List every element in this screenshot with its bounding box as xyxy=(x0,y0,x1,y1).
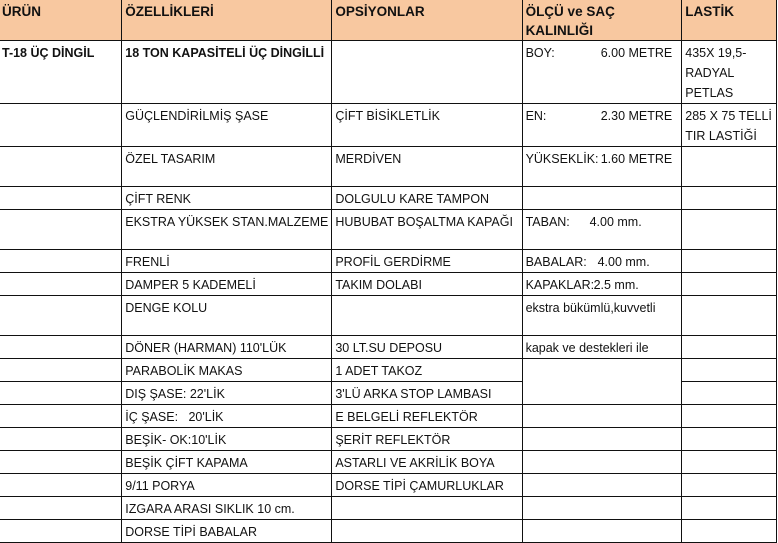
opsiyon-cell[interactable]: ŞERİT REFLEKTÖR xyxy=(332,428,522,451)
table-row xyxy=(0,296,777,336)
lastik-cell[interactable]: 285 X 75 TELLİ TIR LASTİĞİ xyxy=(682,104,777,147)
table-row xyxy=(0,273,777,296)
table-row xyxy=(0,41,777,104)
olcu-label: EN: xyxy=(525,109,547,123)
olcu-label: YÜKSEKLİK: xyxy=(525,152,599,166)
table-row xyxy=(0,497,777,520)
ozellik-cell[interactable]: DÖNER (HARMAN) 110'LÜK xyxy=(122,336,332,359)
olcu-value: 6.00 METRE xyxy=(600,46,673,60)
header-urun[interactable]: ÜRÜN xyxy=(0,0,122,41)
olcu-label: KAPAKLAR: xyxy=(525,278,595,292)
opsiyon-cell[interactable]: TAKIM DOLABI xyxy=(332,273,522,296)
opsiyon-cell[interactable]: PROFİL GERDİRME xyxy=(332,250,522,273)
lastik-cell[interactable] xyxy=(682,296,777,336)
ozellik-cell[interactable]: 18 TON KAPASİTELİ ÜÇ DİNGİLLİ xyxy=(122,41,332,104)
opsiyon-cell[interactable] xyxy=(332,41,522,104)
ozellik-cell[interactable]: FRENLİ xyxy=(122,250,332,273)
lastik-cell[interactable] xyxy=(682,210,777,250)
table-row xyxy=(0,428,777,451)
header-opsiyonlar[interactable]: OPSİYONLAR xyxy=(332,0,522,41)
table-row xyxy=(0,336,777,359)
olcu-cell[interactable] xyxy=(522,428,682,451)
ozellik-cell[interactable]: GÜÇLENDİRİLMİŞ ŞASE xyxy=(122,104,332,147)
opsiyon-cell[interactable]: ÇİFT BİSİKLETLİK xyxy=(332,104,522,147)
opsiyon-cell[interactable]: HUBUBAT BOŞALTMA KAPAĞI xyxy=(332,210,522,250)
olcu-cell[interactable] xyxy=(522,187,682,210)
product-cell[interactable] xyxy=(0,336,122,359)
product-cell[interactable] xyxy=(0,273,122,296)
olcu-value: 4.00 mm. xyxy=(589,215,642,229)
product-cell[interactable] xyxy=(0,296,122,336)
lastik-cell[interactable] xyxy=(682,428,777,451)
ozellik-cell[interactable]: DIŞ ŞASE: 22'LİK xyxy=(122,382,332,405)
lastik-cell[interactable] xyxy=(682,147,777,187)
olcu-cell[interactable] xyxy=(522,474,682,497)
table-row xyxy=(0,147,777,187)
ozellik-cell[interactable]: 9/11 PORYA xyxy=(122,474,332,497)
product-cell[interactable] xyxy=(0,250,122,273)
olcu-cell[interactable] xyxy=(522,451,682,474)
lastik-cell[interactable] xyxy=(682,250,777,273)
olcu-cell[interactable] xyxy=(522,41,682,104)
product-cell[interactable] xyxy=(0,382,122,405)
opsiyon-cell[interactable]: DORSE TİPİ ÇAMURLUKLAR xyxy=(332,474,522,497)
ozellik-cell[interactable]: ÇİFT RENK xyxy=(122,187,332,210)
ozellik-cell[interactable]: DAMPER 5 KADEMELİ xyxy=(122,273,332,296)
product-cell[interactable] xyxy=(0,359,122,382)
olcu-merged-cell[interactable] xyxy=(522,359,682,405)
product-cell[interactable] xyxy=(0,187,122,210)
ozellik-cell[interactable]: DENGE KOLU xyxy=(122,296,332,336)
opsiyon-cell[interactable]: MERDİVEN xyxy=(332,147,522,187)
opsiyon-cell[interactable] xyxy=(332,520,522,543)
olcu-cell[interactable]: ekstra bükümlü,kuvvetli xyxy=(522,296,682,336)
header-olcu[interactable]: ÖLÇÜ ve SAÇ KALINLIĞI xyxy=(522,0,682,41)
olcu-value: 2.30 METRE xyxy=(600,109,673,123)
table-row xyxy=(0,187,777,210)
ozellik-cell[interactable]: DORSE TİPİ BABALAR xyxy=(122,520,332,543)
lastik-cell[interactable] xyxy=(682,497,777,520)
table-row xyxy=(0,250,777,273)
product-cell[interactable] xyxy=(0,474,122,497)
olcu-cell[interactable] xyxy=(522,104,682,147)
product-cell[interactable] xyxy=(0,428,122,451)
product-cell[interactable] xyxy=(0,497,122,520)
opsiyon-cell[interactable]: 30 LT.SU DEPOSU xyxy=(332,336,522,359)
lastik-cell[interactable] xyxy=(682,474,777,497)
lastik-cell[interactable] xyxy=(682,336,777,359)
olcu-cell[interactable] xyxy=(522,273,682,296)
olcu-cell[interactable] xyxy=(522,497,682,520)
product-cell[interactable] xyxy=(0,520,122,543)
olcu-value: 2.5 mm. xyxy=(593,278,639,292)
ozellik-cell[interactable]: EKSTRA YÜKSEK STAN.MALZEME xyxy=(122,210,332,250)
olcu-cell[interactable] xyxy=(522,147,682,187)
opsiyon-cell[interactable]: ASTARLI VE AKRİLİK BOYA xyxy=(332,451,522,474)
product-cell[interactable] xyxy=(0,147,122,187)
ozellik-cell[interactable]: BEŞİK ÇİFT KAPAMA xyxy=(122,451,332,474)
ozellik-cell[interactable]: ÖZEL TASARIM xyxy=(122,147,332,187)
lastik-cell[interactable] xyxy=(682,382,777,405)
product-cell[interactable] xyxy=(0,104,122,147)
lastik-cell[interactable] xyxy=(682,405,777,428)
header-ozellikler[interactable]: ÖZELLİKLERİ xyxy=(122,0,332,41)
product-cell[interactable] xyxy=(0,451,122,474)
olcu-cell[interactable] xyxy=(522,210,682,250)
opsiyon-cell[interactable] xyxy=(332,497,522,520)
olcu-label: BABALAR: xyxy=(525,255,587,269)
lastik-cell[interactable] xyxy=(682,520,777,543)
product-cell[interactable] xyxy=(0,210,122,250)
table-row xyxy=(0,451,777,474)
header-lastik[interactable]: LASTİK xyxy=(682,0,777,41)
table-row xyxy=(0,104,777,147)
ozellik-cell[interactable]: İÇ ŞASE: 20'LİK xyxy=(122,405,332,428)
table-row xyxy=(0,405,777,428)
table-row xyxy=(0,359,777,382)
olcu-cell[interactable] xyxy=(522,250,682,273)
olcu-cell[interactable] xyxy=(522,405,682,428)
olcu-value: 1.60 METRE xyxy=(600,152,673,166)
lastik-cell[interactable] xyxy=(682,359,777,382)
opsiyon-cell[interactable]: 3'LÜ ARKA STOP LAMBASI xyxy=(332,382,522,405)
lastik-cell[interactable] xyxy=(682,273,777,296)
lastik-cell[interactable] xyxy=(682,187,777,210)
opsiyon-cell[interactable]: E BELGELİ REFLEKTÖR xyxy=(332,405,522,428)
olcu-value: 4.00 mm. xyxy=(597,255,650,269)
product-cell[interactable]: T-18 ÜÇ DİNGİL xyxy=(0,41,122,104)
product-cell[interactable] xyxy=(0,405,122,428)
lastik-cell[interactable] xyxy=(682,451,777,474)
opsiyon-cell[interactable]: 1 ADET TAKOZ xyxy=(332,359,522,382)
opsiyon-cell[interactable]: DOLGULU KARE TAMPON xyxy=(332,187,522,210)
olcu-label: TABAN: xyxy=(525,215,570,229)
olcu-label: BOY: xyxy=(525,46,555,60)
ozellik-cell[interactable]: BEŞİK- OK:10'LİK xyxy=(122,428,332,451)
olcu-cell[interactable]: kapak ve destekleri ile xyxy=(522,336,682,359)
table-row xyxy=(0,210,777,250)
table-row xyxy=(0,474,777,497)
ozellik-cell[interactable]: PARABOLİK MAKAS xyxy=(122,359,332,382)
olcu-cell[interactable] xyxy=(522,520,682,543)
opsiyon-cell[interactable] xyxy=(332,296,522,336)
ozellik-cell[interactable]: IZGARA ARASI SIKLIK 10 cm. xyxy=(122,497,332,520)
table-row xyxy=(0,520,777,543)
header-row xyxy=(0,0,777,41)
lastik-cell[interactable]: 435X 19,5-RADYAL PETLAS xyxy=(682,41,777,104)
